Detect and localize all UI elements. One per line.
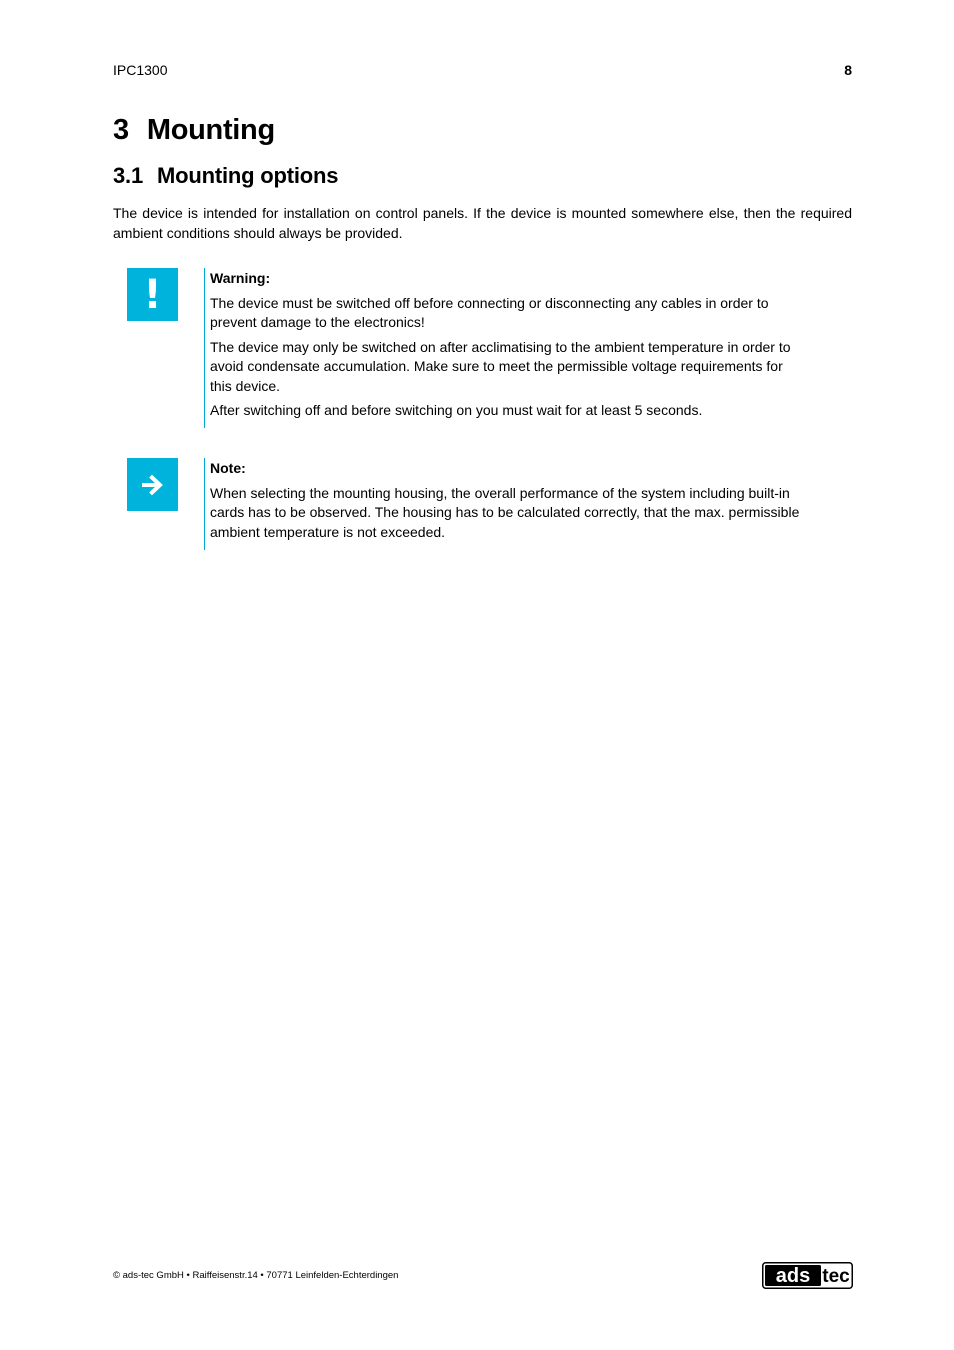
warning-paragraph: The device must be switched off before connecting or disconnecting any cables in order to prevent damage to the electronics! (210, 294, 769, 330)
warning-callout (127, 268, 807, 428)
warning-body (210, 268, 807, 421)
chapter-number: 3 (113, 114, 129, 146)
footer-text: © ads-tec GmbH • Raiffeisenstr.14 • 70771 Leinfelden-Echterdingen (113, 1270, 399, 1281)
note-title: Note: (210, 460, 246, 476)
ads-tec-logo (762, 1262, 853, 1289)
section-number: 3.1 (113, 163, 143, 188)
header-product: IPC1300 (113, 62, 168, 78)
note-callout (127, 458, 807, 550)
exclamation-icon: ! (127, 268, 178, 321)
note-paragraph: When selecting the mounting housing, the overall performance of the system including built-in cards has to be observed. The housing has to be calculated correctly, that the max. permissible ambient temperature is not exceeded. (210, 484, 800, 540)
warning-divider (204, 268, 205, 428)
section-title: Mounting options (156, 163, 339, 188)
chapter-heading (113, 114, 275, 147)
note-body (210, 458, 807, 542)
warning-paragraph: After switching off and before switching on you must wait for at least 5 seconds. (210, 402, 703, 418)
intro-paragraph: The device is intended for installation on control panels. If the device is mounted somewhere else, then the required ambient conditions should always be provided. (113, 205, 852, 241)
header-page-number: 8 (844, 62, 852, 78)
chapter-title: Mounting (146, 114, 275, 146)
note-divider (204, 458, 205, 550)
logo-part-tec: tec (822, 1266, 850, 1287)
warning-paragraph: The device may only be switched on after acclimatising to the ambient temperature in order to avoid condensate accumulation. Make sure to meet the permissible voltage requirements for this device. (210, 338, 791, 394)
section-heading (113, 163, 338, 189)
arrow-right-icon (127, 458, 178, 511)
logo-part-ads: ads (775, 1265, 811, 1287)
warning-title: Warning: (210, 270, 271, 286)
